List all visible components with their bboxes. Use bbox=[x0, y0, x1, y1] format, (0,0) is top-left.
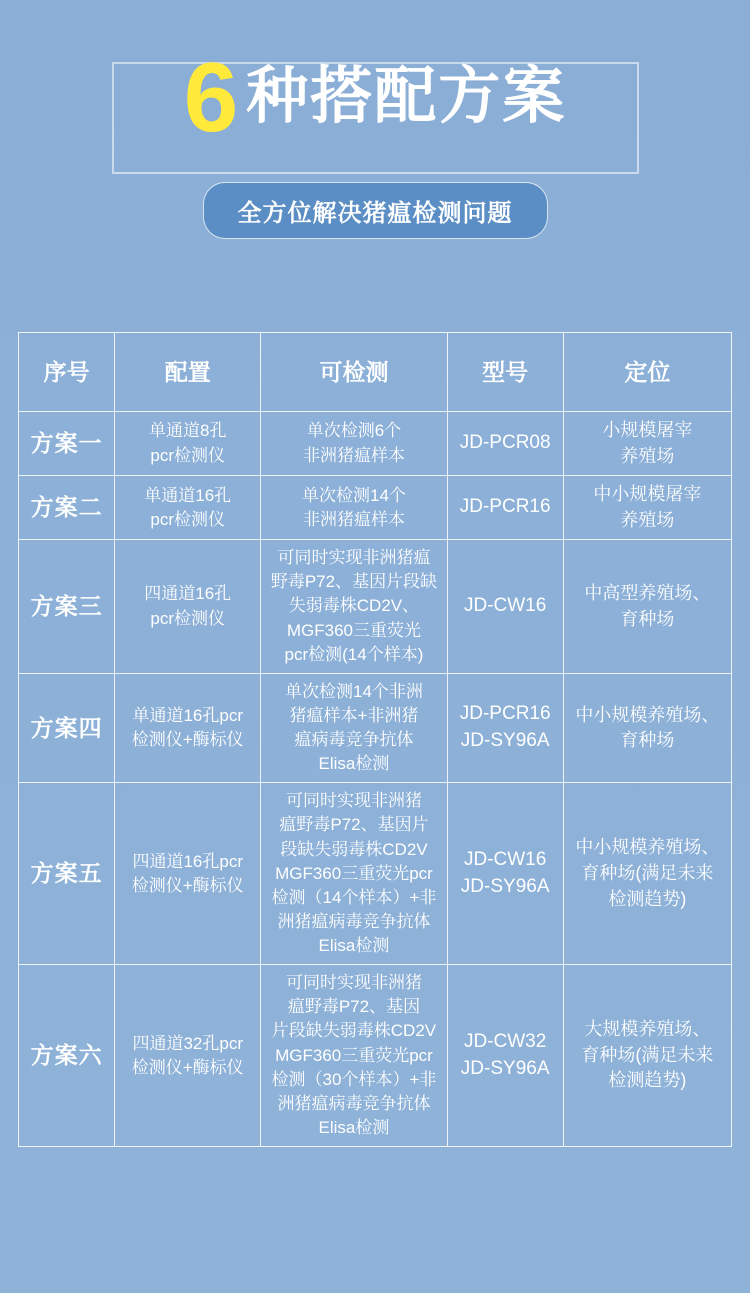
cell-plan-no: 方案一 bbox=[19, 412, 115, 476]
cell-detect bbox=[261, 783, 447, 965]
table-row bbox=[19, 783, 732, 965]
cell-model bbox=[447, 673, 563, 783]
cell-line: 养殖场 bbox=[620, 509, 675, 530]
cell-line: 野毒P72、基因片段缺 bbox=[270, 572, 438, 592]
cell-line: JD-PCR16 bbox=[459, 496, 551, 518]
cell-line: JD-PCR08 bbox=[459, 432, 551, 454]
page-title-text: 种搭配方案 bbox=[246, 62, 567, 131]
cell-line: 猪瘟样本+非洲猪 bbox=[289, 705, 419, 725]
column-header-model: 型号 bbox=[447, 333, 563, 412]
cell-line: pcr检测(14个样本) bbox=[284, 644, 424, 664]
cell-line: 单次检测6个 bbox=[306, 421, 402, 441]
cell-line: MGF360三重荧光pcr bbox=[275, 863, 433, 883]
cell-line: 单通道16孔 bbox=[144, 485, 232, 505]
cell-line: Elisa检测 bbox=[318, 754, 390, 774]
cell-line: 段缺失弱毒株CD2V bbox=[280, 839, 428, 859]
cell-line: JD-CW32 bbox=[463, 1030, 547, 1052]
cell-line: MGF360三重荧光 bbox=[286, 620, 422, 640]
cell-plan-no: 方案二 bbox=[19, 476, 115, 540]
table-row bbox=[19, 540, 732, 674]
cell-line: pcr检测仪 bbox=[150, 445, 226, 465]
cell-line: 检测仪+酶标仪 bbox=[131, 875, 244, 895]
cell-line: 检测（30个样本）+非 bbox=[271, 1069, 437, 1089]
cell-line: 养殖场 bbox=[620, 445, 675, 466]
cell-line: 四通道16孔 bbox=[144, 584, 232, 604]
cell-line: 大规模养殖场、 bbox=[584, 1019, 711, 1040]
cell-line: 可同时实现非洲猪 bbox=[285, 973, 422, 993]
cell-line: Elisa检测 bbox=[318, 936, 390, 956]
cell-line: 中小规模养殖场、 bbox=[575, 837, 720, 858]
cell-line: 中小规模屠宰 bbox=[593, 484, 702, 505]
cell-config bbox=[115, 673, 261, 783]
cell-line: pcr检测仪 bbox=[150, 608, 226, 628]
cell-line: 育种场 bbox=[620, 608, 675, 629]
cell-line: MGF360三重荧光pcr bbox=[275, 1045, 433, 1065]
cell-model bbox=[447, 412, 563, 476]
column-header-detect: 可检测 bbox=[261, 333, 447, 412]
cell-line: pcr检测仪 bbox=[150, 509, 226, 529]
cell-plan-no: 方案六 bbox=[19, 965, 115, 1147]
plan-count-number: 6 bbox=[183, 42, 239, 152]
cell-line: 可同时实现非洲猪 bbox=[285, 791, 422, 811]
cell-line: 检测仪+酶标仪 bbox=[131, 730, 244, 750]
cell-detect bbox=[261, 673, 447, 783]
cell-line: 洲猪瘟病毒竞争抗体 bbox=[277, 1093, 431, 1113]
cell-line: 非洲猪瘟样本 bbox=[302, 509, 405, 529]
table-row bbox=[19, 965, 732, 1147]
cell-model bbox=[447, 783, 563, 965]
cell-line: 单通道8孔 bbox=[148, 421, 227, 441]
plan-table-container bbox=[18, 332, 732, 1147]
plan-table bbox=[18, 332, 732, 1147]
cell-detect bbox=[261, 412, 447, 476]
cell-detect bbox=[261, 540, 447, 674]
cell-line: 失弱毒株CD2V、 bbox=[288, 596, 420, 616]
cell-line: 中高型养殖场、 bbox=[584, 582, 711, 603]
cell-config bbox=[115, 476, 261, 540]
cell-line: 四通道16孔pcr bbox=[132, 851, 243, 871]
cell-line: 检测（14个样本）+非 bbox=[271, 887, 437, 907]
cell-position bbox=[563, 540, 731, 674]
cell-config bbox=[115, 965, 261, 1147]
subtitle-badge: 全方位解决猪瘟检测问题 bbox=[203, 182, 548, 239]
cell-line: JD-SY96A bbox=[460, 1057, 550, 1079]
cell-line: 育种场 bbox=[620, 730, 675, 751]
cell-line: 瘟病毒竞争抗体 bbox=[294, 730, 414, 750]
cell-line: 可同时实现非洲猪瘟 bbox=[277, 548, 431, 568]
column-header-no: 序号 bbox=[19, 333, 115, 412]
cell-plan-no: 方案四 bbox=[19, 673, 115, 783]
table-row bbox=[19, 476, 732, 540]
cell-plan-no: 方案三 bbox=[19, 540, 115, 674]
cell-plan-no: 方案五 bbox=[19, 783, 115, 965]
cell-model bbox=[447, 965, 563, 1147]
table-row bbox=[19, 412, 732, 476]
cell-config bbox=[115, 783, 261, 965]
cell-config bbox=[115, 540, 261, 674]
cell-line: 瘟野毒P72、基因片 bbox=[279, 815, 429, 835]
cell-line: 育种场(满足未来 bbox=[581, 1044, 714, 1065]
cell-detect bbox=[261, 476, 447, 540]
column-header-config: 配置 bbox=[115, 333, 261, 412]
cell-line: 洲猪瘟病毒竞争抗体 bbox=[277, 911, 431, 931]
cell-line: 非洲猪瘟样本 bbox=[302, 445, 405, 465]
cell-position bbox=[563, 965, 731, 1147]
table-body bbox=[19, 412, 732, 1147]
cell-model bbox=[447, 540, 563, 674]
page-title bbox=[0, 42, 750, 152]
cell-position bbox=[563, 673, 731, 783]
cell-position bbox=[563, 783, 731, 965]
table-header-row bbox=[19, 333, 732, 412]
cell-line: 检测趋势) bbox=[608, 888, 687, 909]
cell-line: 中小规模养殖场、 bbox=[575, 704, 720, 725]
cell-detect bbox=[261, 965, 447, 1147]
cell-model bbox=[447, 476, 563, 540]
cell-position bbox=[563, 476, 731, 540]
cell-line: 瘟野毒P72、基因 bbox=[287, 997, 421, 1017]
subtitle-container bbox=[0, 182, 750, 239]
cell-position bbox=[563, 412, 731, 476]
cell-line: 单通道16孔pcr bbox=[132, 705, 243, 725]
cell-line: 检测趋势) bbox=[608, 1070, 687, 1091]
cell-line: 育种场(满足未来 bbox=[581, 862, 714, 883]
cell-line: 小规模屠宰 bbox=[602, 420, 693, 440]
cell-line: 四通道32孔pcr bbox=[132, 1033, 243, 1053]
column-header-position: 定位 bbox=[563, 333, 731, 412]
cell-line: JD-SY96A bbox=[460, 730, 550, 752]
cell-line: JD-SY96A bbox=[460, 875, 550, 897]
cell-line: Elisa检测 bbox=[318, 1117, 390, 1137]
cell-line: 单次检测14个非洲 bbox=[284, 681, 423, 701]
cell-line: JD-CW16 bbox=[463, 848, 547, 870]
cell-line: 片段缺失弱毒株CD2V bbox=[271, 1021, 437, 1041]
cell-line: 单次检测14个 bbox=[301, 485, 406, 505]
cell-line: JD-CW16 bbox=[463, 595, 547, 617]
page-header bbox=[0, 0, 750, 300]
cell-line: 检测仪+酶标仪 bbox=[131, 1057, 244, 1077]
cell-line: JD-PCR16 bbox=[459, 703, 551, 725]
table-row bbox=[19, 673, 732, 783]
cell-config bbox=[115, 412, 261, 476]
